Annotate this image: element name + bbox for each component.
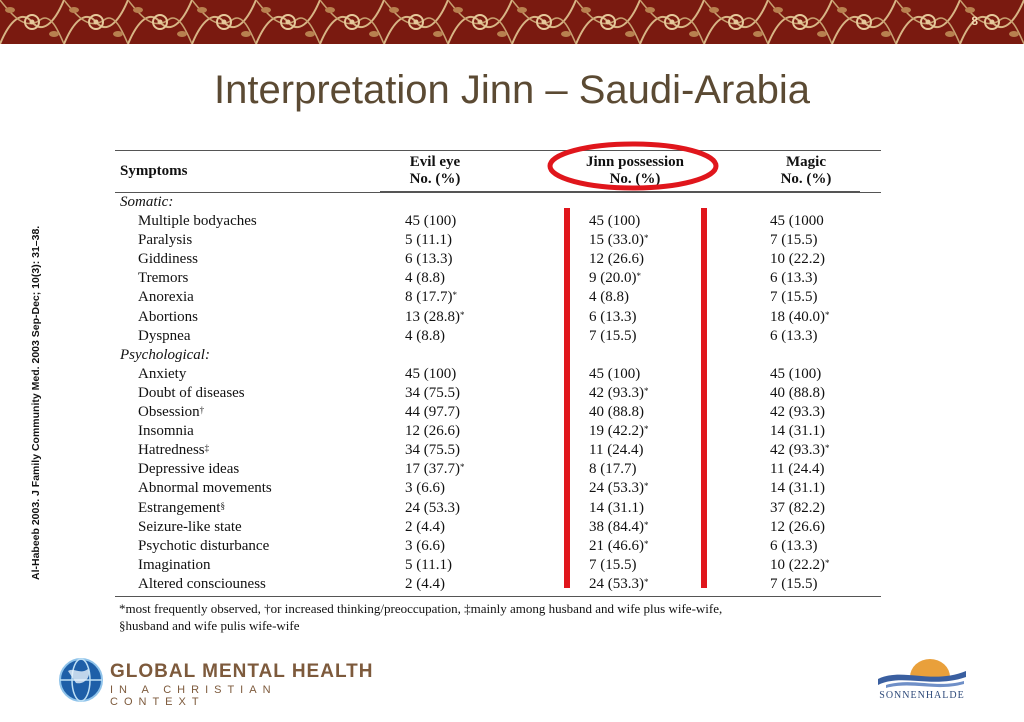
symptom-label: Doubt of diseases — [138, 384, 245, 401]
evil-eye-value: 3 (6.6) — [405, 537, 445, 554]
section-row — [115, 346, 881, 365]
jinn-highlight-line-left — [564, 208, 570, 588]
jinn-value: 45 (100) — [589, 365, 641, 382]
magic-value: 10 (22.2) — [770, 251, 825, 268]
table-row — [115, 460, 881, 479]
significance-marker: * — [644, 233, 649, 244]
table-row — [115, 365, 881, 384]
jinn-value: 11 (24.4) — [589, 442, 644, 459]
evil-eye-value: 34 (75.5) — [405, 384, 460, 401]
table-header — [115, 150, 881, 193]
symptom-label: Somatic: — [120, 194, 174, 210]
sonnenhalde-text: SONNENHALDE — [879, 690, 965, 701]
table-row — [115, 269, 881, 288]
symptom-label: Multiple bodyaches — [138, 213, 257, 230]
magic-value: 11 (24.4) — [770, 461, 825, 478]
sun-wave-icon — [872, 655, 972, 689]
significance-marker: * — [644, 481, 649, 492]
header-evil-eye-unit: No. (%) — [409, 171, 461, 187]
symptom-label: Anxiety — [138, 365, 187, 382]
globe-icon — [58, 657, 104, 703]
magic-value: 42 (93.3)* — [770, 442, 830, 459]
symptom-label: Giddiness — [138, 251, 198, 268]
table-row — [115, 384, 881, 403]
symptom-label: Tremors — [138, 270, 189, 287]
magic-value: 7 (15.5) — [770, 289, 818, 306]
ornament-pattern — [0, 0, 1024, 44]
symptoms-table — [115, 150, 881, 634]
jinn-value: 7 (15.5) — [589, 556, 637, 573]
label-marker: ‡ — [204, 443, 210, 454]
significance-marker: * — [644, 576, 649, 587]
jinn-value: 15 (33.0)* — [589, 232, 649, 249]
magic-value: 45 (100) — [770, 365, 822, 382]
header-magic-unit: No. (%) — [780, 171, 832, 187]
jinn-value: 14 (31.1) — [589, 499, 644, 516]
jinn-value: 4 (8.8) — [589, 289, 629, 306]
magic-value: 10 (22.2)* — [770, 556, 830, 573]
evil-eye-value: 13 (28.8)* — [405, 308, 465, 325]
table-body — [115, 193, 881, 594]
table-row — [115, 250, 881, 269]
symptom-label: Abortions — [138, 308, 198, 325]
citation-container — [6, 210, 66, 580]
magic-value: 45 (1000 — [770, 213, 824, 230]
symptom-label: Psychological: — [120, 346, 210, 363]
header-evil-eye — [380, 154, 490, 188]
jinn-value: 6 (13.3) — [589, 308, 637, 325]
evil-eye-value: 2 (4.4) — [405, 575, 445, 592]
header-symptoms: Symptoms — [120, 163, 188, 179]
significance-marker: * — [825, 443, 830, 454]
page-title: Interpretation Jinn – Saudi-Arabia — [214, 68, 810, 112]
evil-eye-value: 3 (6.6) — [405, 480, 445, 497]
significance-marker: * — [636, 271, 641, 282]
significance-marker: * — [825, 557, 830, 568]
evil-eye-value: 5 (11.1) — [405, 556, 452, 573]
table-row — [115, 403, 881, 422]
jinn-highlight-line-right — [701, 208, 707, 588]
evil-eye-value: 6 (13.3) — [405, 251, 453, 268]
magic-value: 6 (13.3) — [770, 537, 818, 554]
evil-eye-value: 4 (8.8) — [405, 270, 445, 287]
header-jinn-possession-label: Jinn possession — [586, 154, 684, 170]
symptom-label: Psychotic disturbance — [138, 537, 270, 554]
magic-value: 12 (26.6) — [770, 518, 825, 535]
magic-value: 42 (93.3) — [770, 404, 825, 421]
table-row — [115, 212, 881, 231]
magic-value: 7 (15.5) — [770, 232, 818, 249]
jinn-value: 24 (53.3)* — [589, 480, 649, 497]
header-evil-eye-label: Evil eye — [409, 154, 461, 170]
magic-value: 6 (13.3) — [770, 270, 818, 287]
symptom-label: Estrangement§ — [138, 499, 225, 516]
header-magic-label: Magic — [786, 154, 826, 170]
jinn-value: 19 (42.2)* — [589, 423, 649, 440]
jinn-value: 7 (15.5) — [589, 327, 637, 344]
evil-eye-value: 44 (97.7) — [405, 404, 460, 421]
significance-marker: * — [644, 519, 649, 530]
magic-value: 37 (82.2) — [770, 499, 825, 516]
significance-marker: * — [460, 462, 465, 473]
symptom-label: Depressive ideas — [138, 461, 240, 478]
global-mental-health-logo — [58, 657, 378, 708]
ornamental-banner — [0, 0, 1024, 44]
table-row — [115, 575, 881, 594]
evil-eye-value: 8 (17.7)* — [405, 289, 457, 306]
footnote-line-1: *most frequently observed, †or increased thinking/preoccupation, ‡mainly among husband and wife plus wife-wife, — [119, 600, 723, 616]
sonnenhalde-logo — [872, 655, 972, 705]
evil-eye-value: 12 (26.6) — [405, 423, 460, 440]
jinn-value: 38 (84.4)* — [589, 518, 649, 535]
table-row — [115, 422, 881, 441]
jinn-value: 24 (53.3)* — [589, 575, 649, 592]
evil-eye-value: 34 (75.5) — [405, 442, 460, 459]
jinn-value: 9 (20.0)* — [589, 270, 641, 287]
section-row — [115, 193, 881, 212]
magic-value: 7 (15.5) — [770, 575, 818, 592]
magic-value: 14 (31.1) — [770, 480, 825, 497]
jinn-value: 40 (88.8) — [589, 404, 644, 421]
symptom-label: Paralysis — [138, 232, 193, 249]
significance-marker: * — [644, 424, 649, 435]
logo-line-1: GLOBAL MENTAL HEALTH — [110, 661, 374, 682]
jinn-value: 45 (100) — [589, 213, 641, 230]
evil-eye-value: 4 (8.8) — [405, 327, 445, 344]
slide-number: 8 — [971, 14, 978, 28]
citation-text: Al-Habeeb 2003. J Family Community Med. 2003 Sep-Dec; 10(3): 31–38. — [30, 225, 42, 580]
symptom-label: Imagination — [138, 556, 211, 573]
symptom-label: Seizure-like state — [138, 518, 242, 535]
table-row — [115, 556, 881, 575]
magic-value: 40 (88.8) — [770, 384, 825, 401]
jinn-highlight-ellipse — [545, 140, 721, 192]
significance-marker: * — [452, 290, 457, 301]
symptom-label: Anorexia — [138, 289, 194, 306]
symptom-label: Obsession† — [138, 404, 205, 421]
evil-eye-value: 45 (100) — [405, 365, 457, 382]
header-jinn-possession-unit: No. (%) — [609, 171, 661, 187]
significance-marker: * — [644, 385, 649, 396]
table-row — [115, 327, 881, 346]
evil-eye-value: 17 (37.7)* — [405, 461, 465, 478]
table-row — [115, 441, 881, 460]
symptom-label: Altered consciouness — [138, 575, 266, 592]
label-marker: † — [199, 405, 205, 416]
label-marker: § — [220, 500, 225, 511]
table-row — [115, 518, 881, 537]
table-row — [115, 308, 881, 327]
table-row — [115, 537, 881, 556]
jinn-value: 12 (26.6) — [589, 251, 644, 268]
jinn-value: 42 (93.3)* — [589, 384, 649, 401]
table-row — [115, 479, 881, 498]
table-row — [115, 288, 881, 307]
magic-value: 14 (31.1) — [770, 423, 825, 440]
significance-marker: * — [460, 309, 465, 320]
symptom-label: Dyspnea — [138, 327, 191, 344]
significance-marker: * — [825, 309, 830, 320]
evil-eye-value: 24 (53.3) — [405, 499, 460, 516]
logo-line-2: IN A CHRISTIAN CONTEXT — [110, 684, 277, 708]
magic-value: 6 (13.3) — [770, 327, 818, 344]
table-row — [115, 499, 881, 518]
table-row — [115, 231, 881, 250]
evil-eye-value: 45 (100) — [405, 213, 457, 230]
evil-eye-value: 5 (11.1) — [405, 232, 452, 249]
footnote-line-2: §husband and wife pulis wife-wife — [119, 617, 300, 633]
jinn-value: 21 (46.6)* — [589, 537, 649, 554]
significance-marker: * — [644, 538, 649, 549]
table-footnote — [115, 597, 883, 634]
magic-value: 18 (40.0)* — [770, 308, 830, 325]
header-magic — [751, 154, 861, 188]
symptom-label: Hatredness‡ — [138, 442, 210, 459]
jinn-value: 8 (17.7) — [589, 461, 637, 478]
evil-eye-value: 2 (4.4) — [405, 518, 445, 535]
symptom-label: Insomnia — [138, 423, 194, 440]
symptom-label: Abnormal movements — [138, 480, 272, 497]
